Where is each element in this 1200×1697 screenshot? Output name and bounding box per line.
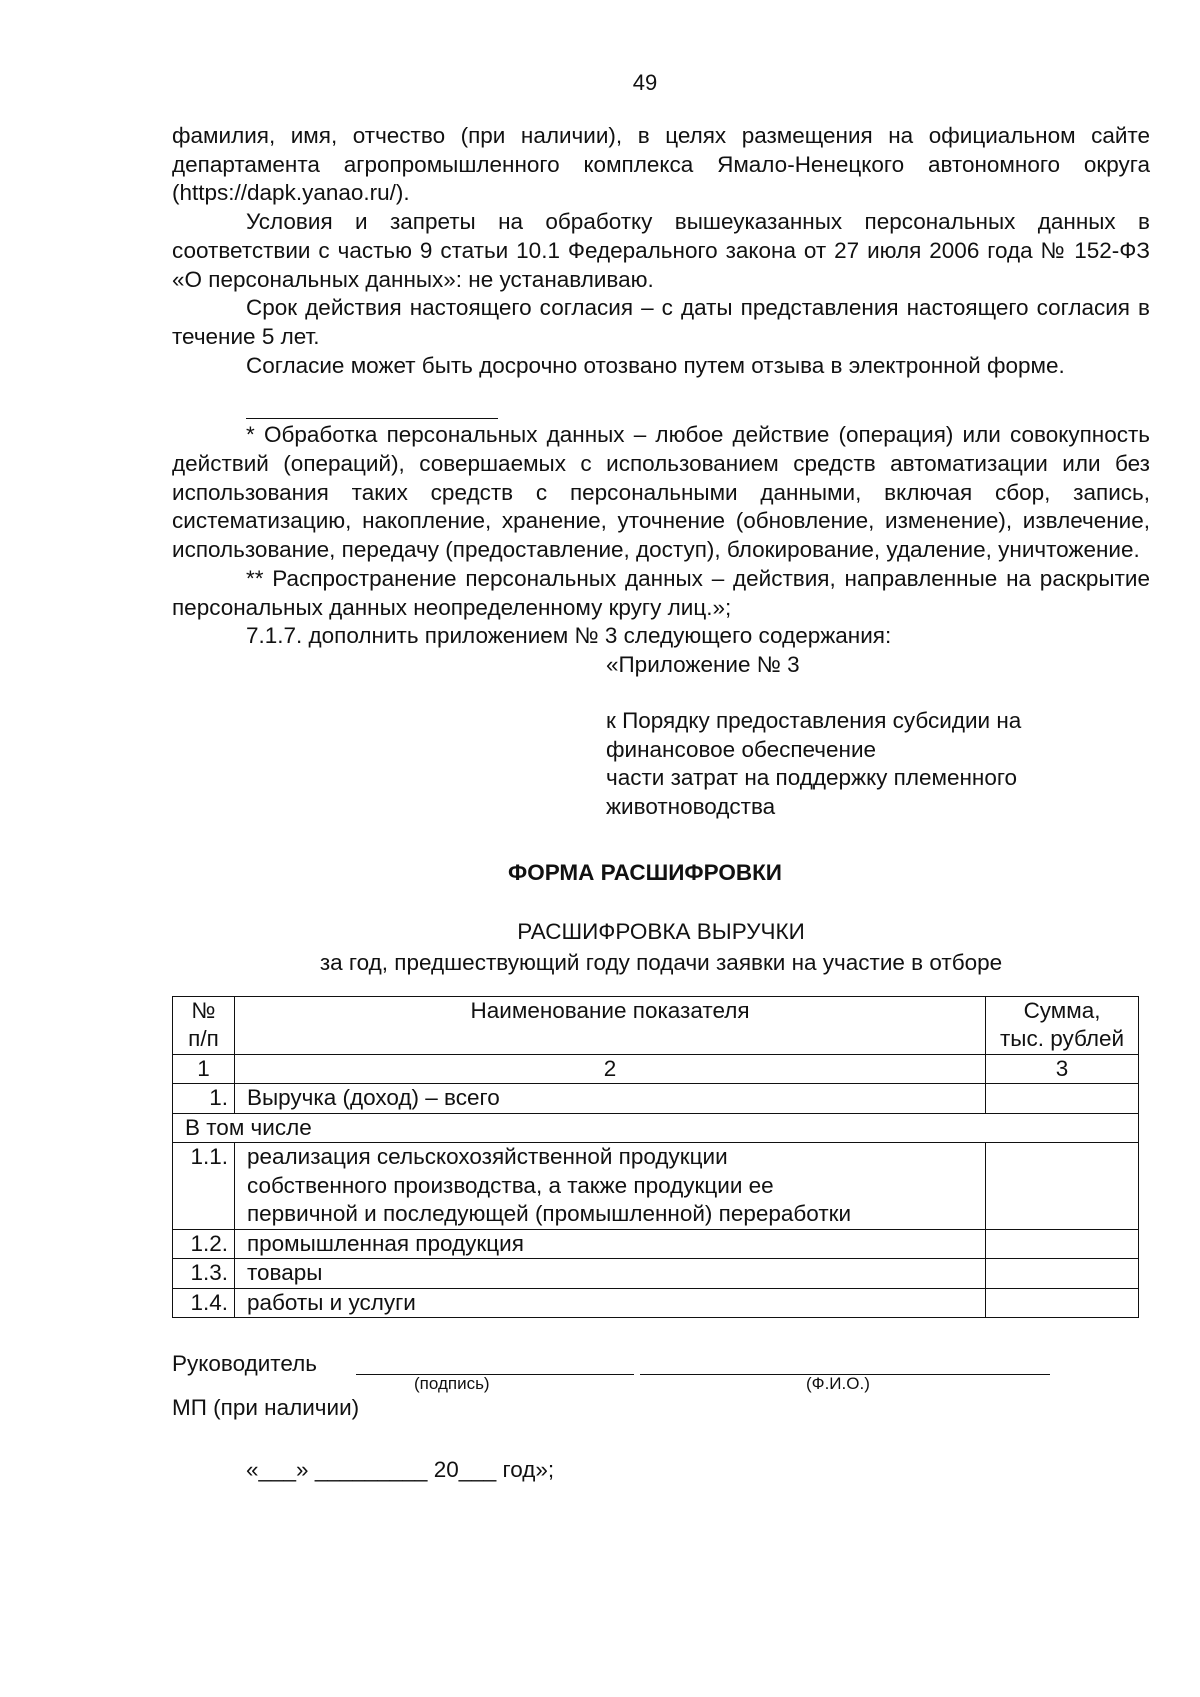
table-cell-line: первичной и последующей (промышленной) переработки xyxy=(246,1201,852,1227)
table-cell: 3 xyxy=(986,1054,1139,1084)
annex-line: животноводства xyxy=(606,793,776,819)
table-cell-line: реализация сельскохозяйственной продукции xyxy=(246,1144,728,1170)
table-cell: промышленная продукция xyxy=(234,1229,985,1259)
table-cell: товары xyxy=(234,1259,985,1289)
signature-caption: (подпись) xyxy=(414,1374,490,1394)
signature-block xyxy=(172,1350,1150,1500)
paragraph-revocation: Согласие может быть досрочно отозвано путем отзыва в электронной форме. xyxy=(246,352,1065,378)
seal-label: МП (при наличии) xyxy=(172,1395,360,1421)
header-cell-number xyxy=(173,996,235,1054)
table-cell: 1 xyxy=(173,1054,235,1084)
paragraph-conditions: Условия и запреты на обработку вышеуказанных персональных данных в соответствии с частью 9 статьи 10.1 Федерального закона от 27 июля 2006 года № 152-ФЗ «О персональных данных»: не устанавливаю. xyxy=(172,209,1150,292)
table-row xyxy=(173,1288,1139,1318)
annex-title: «Приложение № 3 xyxy=(606,651,800,677)
page-number: 49 xyxy=(632,70,658,95)
name-caption: (Ф.И.О.) xyxy=(806,1374,870,1394)
revenue-table xyxy=(172,996,1139,1319)
amendment-clause: 7.1.7. дополнить приложением № 3 следующего содержания: xyxy=(246,623,892,649)
signature-label: Руководитель xyxy=(172,1351,317,1377)
table-row xyxy=(173,1084,1139,1114)
table-cell: 1.4. xyxy=(173,1288,235,1318)
table-row xyxy=(173,1143,1139,1230)
table-header-row xyxy=(173,996,1139,1054)
table-cell-empty xyxy=(986,1259,1139,1289)
table-cell: 1.3. xyxy=(173,1259,235,1289)
form-title: ФОРМА РАСШИФРОВКИ xyxy=(508,860,782,886)
header-cell-sum xyxy=(986,996,1139,1054)
header-sum-line: тыс. рублей xyxy=(1000,1026,1125,1052)
table-cell: В том числе xyxy=(173,1113,1139,1143)
annex-line: к Порядку предоставления субсидии на xyxy=(606,708,1022,734)
date-line: «___» _________ 20___ год»; xyxy=(246,1457,555,1483)
signature-line xyxy=(356,1374,634,1375)
footnote-distribution: ** Распространение персональных данных – действия, направленные на раскрытие персональных данных неопределенному кругу лиц.»; xyxy=(172,565,1150,620)
paragraph-consent-purpose: фамилия, имя, отчество (при наличии), в целях размещения на официальном сайте департамента агропромышленного комплекса Ямало-Ненецкого автономного округа (https://dapk.yanao.ru/). xyxy=(172,123,1150,206)
table-cell-empty xyxy=(986,1288,1139,1318)
header-cell-name: Наименование показателя xyxy=(234,996,985,1054)
table-row xyxy=(173,1259,1139,1289)
table-cell xyxy=(234,1143,985,1230)
table-cell: Выручка (доход) – всего xyxy=(234,1084,985,1114)
footnote-processing: * Обработка персональных данных – любое действие (операция) или совокупность действий (операций), совершаемых с использованием средств автоматизации или без использования таких средств с персональными данными, включая сбор, запись, систематизацию, накопление, хранение, уточнение (обновление, изменение), извлечение, использование, передачу (предоставление, доступ), блокирование, удаление, уничтожение. xyxy=(172,422,1150,563)
table-cell-line: собственного производства, а также продукции ее xyxy=(246,1172,774,1198)
header-number-line: № xyxy=(191,997,216,1023)
header-sum-line: Сумма, xyxy=(1023,997,1101,1023)
table-cell: 1. xyxy=(173,1084,235,1114)
header-number-line: п/п xyxy=(188,1026,219,1052)
annex-line: части затрат на поддержку племенного xyxy=(606,765,1018,791)
footnote-separator xyxy=(246,418,498,419)
table-index-row xyxy=(173,1054,1139,1084)
form-subtitle: РАСШИФРОВКА ВЫРУЧКИ xyxy=(517,919,805,945)
table-cell-empty xyxy=(986,1229,1139,1259)
annex-header xyxy=(606,651,1151,822)
form-period: за год, предшествующий году подачи заявки на участие в отборе xyxy=(319,949,1003,975)
table-cell: 1.2. xyxy=(173,1229,235,1259)
annex-line: финансовое обеспечение xyxy=(606,736,877,762)
table-cell-empty xyxy=(986,1084,1139,1114)
paragraph-term: Срок действия настоящего согласия – с даты представления настоящего согласия в течение 5 лет. xyxy=(172,295,1150,349)
table-cell: 1.1. xyxy=(173,1143,235,1230)
table-cell: работы и услуги xyxy=(234,1288,985,1318)
table-row xyxy=(173,1229,1139,1259)
table-cell: 2 xyxy=(234,1054,985,1084)
document-body xyxy=(172,122,1150,1500)
table-cell-empty xyxy=(986,1143,1139,1230)
table-group-row xyxy=(173,1113,1139,1143)
